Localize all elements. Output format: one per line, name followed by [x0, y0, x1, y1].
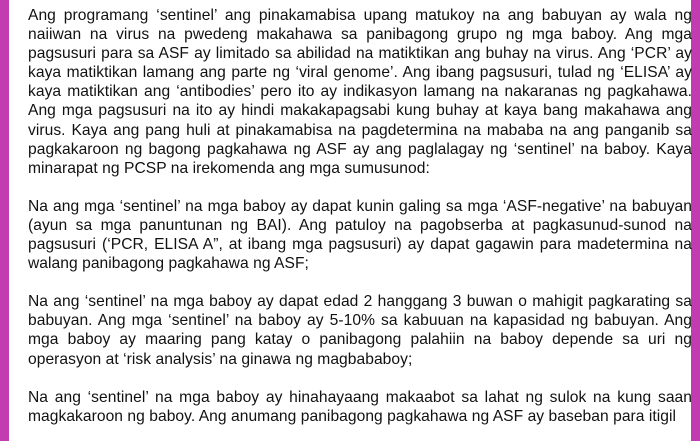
paragraph-sentinel-source: Na ang mga ‘sentinel’ na mga baboy ay dapat kunin galing sa mga ‘ASF-negative’ na babuyan (ayun sa mga panuntunan ng BAI). Ang patuloy na pagobserba at pagkasunud-sunod na pagsusuri (‘PCR, ELISA A”, at ibang mga pagsusuri) ay dapat gagawin para madetermina na walang panibagong pagkahawa ng ASF;: [28, 197, 692, 273]
paragraph-sentinel-age: Na ang ‘sentinel’ na mga baboy ay dapat edad 2 hanggang 3 buwan o mahigit pagkarating sa babuyan. Ang mga ‘sentinel’ na baboy ay 5-10% sa kabuuan na kapasidad ng babuyan. Ang mga baboy ay maaring pang katay o panibagong palahiin na baboy depende sa uri ng operasyon at ‘risk analysis’ na ginawa ng magbababoy;: [28, 293, 692, 368]
paragraph-sentinel-access: Na ang ‘sentinel’ na mga baboy ay hinahayaang makaabot sa lahat ng sulok na kung saan magkakaroon ng baboy. Ang anumang panibagong pagkahawa ng ASF ay baseban para itigil: [28, 388, 692, 425]
paragraph-sentinel-program: Ang programang ‘sentinel’ ang pinakamabisa upang matukoy na ang babuyan ay wala ng naiiwan na virus na pwedeng makahawa sa panibagong grupo ng mga baboy. Ang mga pagsusuri para sa ASF ay limitado sa abilidad na matiktikan ang buhay na virus. Ang ‘PCR’ ay kaya matiktikan lamang ang parte ng ‘viral genome’. Ang ibang pagsusuri, tulad ng ‘ELISA’ ay kaya matiktikan ang ‘antibodies’ pero ito ay indikasyon lamang na nakaranas ng pagkahawa. Ang mga pagsusuri na ito ay hindi makakapagsabi kung buhay at kaya bang makahawa ang virus. Kaya ang pang huli at pinakamabisa na pagdetermina na mababa na ang panganib sa pagkakaroon ng bagong pagkahawa ng ASF ay ang paglalagay ng ‘sentinel’ na baboy. Kaya minarapat ng PCSP na irekomenda ang mga sumusunod:: [28, 7, 692, 177]
document-body: [28, 6, 692, 445]
